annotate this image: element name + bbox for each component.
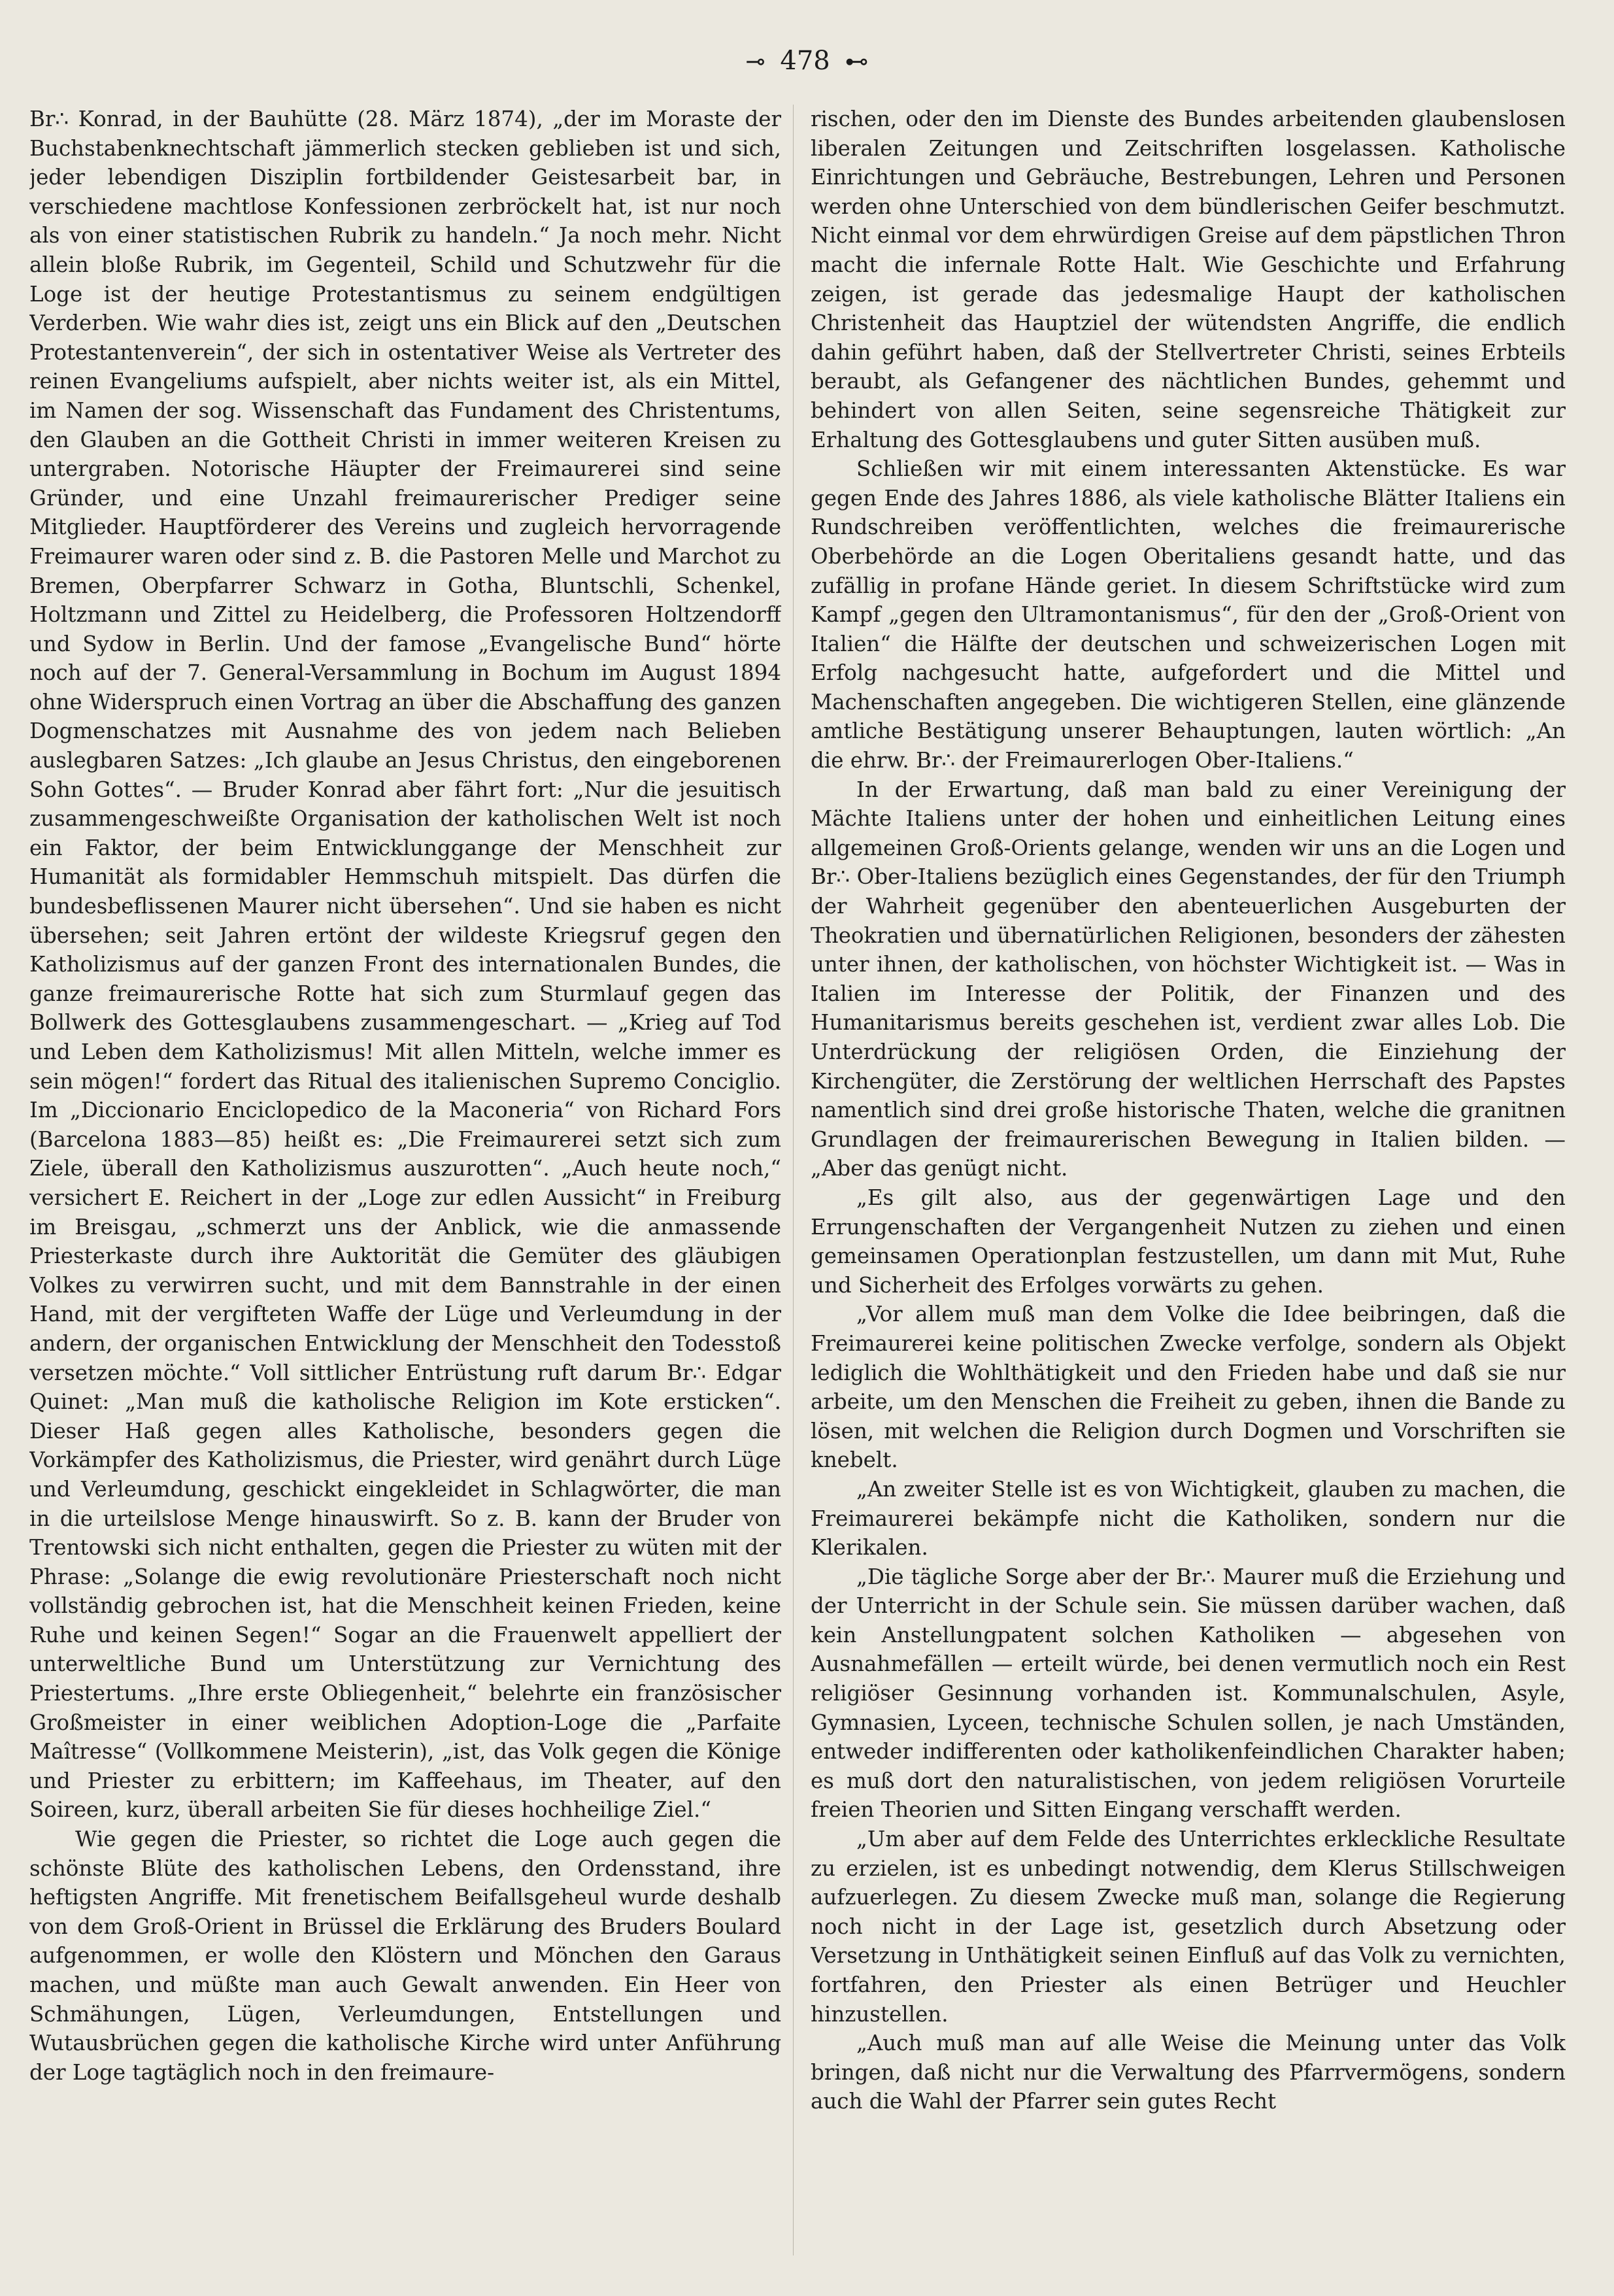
paragraph: „An zweiter Stelle ist es von Wichtigkeit, glauben zu machen, die Freimaurerei bekämpfe nicht die Katholiken, sondern nur die Klerikalen.	[811, 1476, 1566, 1561]
right-column	[811, 105, 1566, 2262]
left-column	[29, 105, 781, 2262]
paragraph: „Auch muß man auf alle Weise die Meinung unter das Volk bringen, daß nicht nur die Verwaltung des Pfarrvermögens, sondern auch die Wahl der Pfarrer sein gutes Recht	[811, 2031, 1566, 2114]
paragraph: „Vor allem muß man dem Volke die Idee beibringen, daß die Freimaurerei keine politischen Zwecke verfolge, sondern als Objekt lediglich die Wohlthätigkeit und den Frieden habe und daß sie nur arbeite, um den Menschen die Freiheit zu geben, ihnen die Bande zu lösen, mit welchen die Religion durch Dogmen und Vorschriften sie knebelt.	[811, 1302, 1566, 1473]
ornament-left-icon: ⊸	[745, 48, 765, 75]
ornament-right-icon: ⊷	[845, 48, 869, 75]
paragraph: Schließen wir mit einem interessanten Aktenstücke. Es war gegen Ende des Jahres 1886, als viele katholische Blätter Italiens ein Rundschreiben veröffentlichten, welches die freimaurerische Oberbehörde an die Logen Oberitaliens gesandt hatte, und das zufällig in profane Hände geriet. In diesem Schriftstücke wird zum Kampf „gegen den Ultramontanismus“, für den der „Groß-Orient von Italien“ die Hälfte der deutschen und schweizerischen Logen mit Erfolg nachgesucht hatte, aufgefordert und die Mittel und Machenschaften angegeben. Die wichtigeren Stellen, eine glänzende amtliche Bestätigung unserer Behauptungen, lauten wörtlich: „An die ehrw. Br∴ der Freimaurerlogen Ober-Italiens.“	[811, 456, 1566, 773]
paragraph: „Die tägliche Sorge aber der Br∴ Maurer muß die Erziehung und der Unterricht in der Schule sein. Sie müssen darüber wachen, daß kein Anstellungpatent solchen Katholiken — abgesehen von Ausnahmefällen — erteilt würde, bei denen vermutlich noch ein Rest religiöser Gesinnung vorhanden ist. Kommunalschulen, Asyle, Gymnasien, Lyceen, technische Schulen sollen, je nach Umständen, entweder indifferenten oder katholikenfeindlichen Charakter haben; es muß dort den naturalistischen, von jedem religiösen Vorurteile freien Theorien und Sitten Eingang verschafft werden.	[811, 1564, 1566, 1823]
paragraph: „Es gilt also, aus der gegenwärtigen Lage und den Errungenschaften der Vergangenheit Nutzen zu ziehen und einen gemeinsamen Operationplan festzustellen, um dann mit Mut, Ruhe und Sicherheit des Erfolges vorwärts zu gehen.	[811, 1185, 1566, 1298]
paragraph: In der Erwartung, daß man bald zu einer Vereinigung der Mächte Italiens unter der hohen und einheitlichen Leitung eines allgemeinen Groß-Orients gelange, wenden wir uns an die Logen und Br∴ Ober-Italiens bezüglich eines Gegenstandes, der für den Triumph der Wahrheit gegenüber den abenteuerlichen Ausgeburten der Theokratien und übernatürlichen Religionen, besonders der zähesten unter ihnen, der katholischen, von höchster Wichtigkeit ist. — Was in Italien im Interesse der Politik, der Finanzen und des Humanitarismus bereits geschehen ist, verdient zwar alles Lob. Die Unterdrückung der religiösen Orden, die Einziehung der Kirchengüter, die Zerstörung der weltlichen Herrschaft des Papstes namentlich sind drei große historische Thaten, welche die granitnen Grundlagen der freimaurerischen Bewegung in Italien bilden. — „Aber das genügt nicht.	[811, 777, 1566, 1181]
paragraph: „Um aber auf dem Felde des Unterrichtes erkleckliche Resultate zu erzielen, ist es unbedingt notwendig, dem Klerus Stillschweigen aufzuerlegen. Zu diesem Zwecke muß man, solange die Regierung noch nicht in der Lage ist, gesetzlich durch Absetzung oder Versetzung in Unthätigkeit seinen Einfluß auf das Volk zu vernichten, fortfahren, den Priester als einen Betrüger und Heuchler hinzustellen.	[811, 1827, 1566, 2027]
paragraph: rischen, oder den im Dienste des Bundes arbeitenden glaubenslosen liberalen Zeitungen und Zeitschriften losgelassen. Katholische Einrichtungen und Gebräuche, Bestrebungen, Lehren und Personen werden ohne Unterschied von dem bündlerischen Geifer beschmutzt. Nicht einmal vor dem ehrwürdigen Greise auf dem päpstlichen Thron macht die infernale Rotte Halt. Wie Geschichte und Erfahrung zeigen, ist gerade das jedesmalige Haupt der katholischen Christenheit das Hauptziel der wütendsten Angriffe, die endlich dahin geführt haben, daß der Stellvertreter Christi, seines Erbteils beraubt, als Gefangener des nächtlichen Bundes, gehemmt und behindert von allen Seiten, seine segensreiche Thätigkeit zur Erhaltung des Gottesglaubens und guter Sitten ausüben muß.	[811, 107, 1566, 452]
paragraph: Br∴ Konrad, in der Bauhütte (28. März 1874), „der im Moraste der Buchstabenknechtschaft jämmerlich stecken geblieben ist und sich, jeder lebendigen Disziplin fortbildender Geistesarbeit bar, in verschiedene machtlose Konfessionen zerbröckelt hat, ist nur noch als von einer statistischen Rubrik zu handeln.“ Ja noch mehr. Nicht allein bloße Rubrik, im Gegenteil, Schild und Schutzwehr für die Loge ist der heutige Protestantismus zu seinem endgültigen Verderben. Wie wahr dies ist, zeigt uns ein Blick auf den „Deutschen Protestantenverein“, der sich in ostentativer Weise als Vertreter des reinen Evangeliums aufspielt, aber nichts weiter ist, als ein Mittel, im Namen der sog. Wissenschaft das Fundament des Christentums, den Glauben an die Gottheit Christi in immer weiteren Kreisen zu untergraben. Notorische Häupter der Freimaurerei sind seine Gründer, und eine Unzahl freimaurerischer Prediger seine Mitglieder. Hauptförderer des Vereins und zugleich hervorragende Freimaurer waren oder sind z. B. die Pastoren Melle und Marchot zu Bremen, Oberpfarrer Schwarz in Gotha, Bluntschli, Schenkel, Holtzmann und Zittel zu Heidelberg, die Professoren Holtzendorff und Sydow in Berlin. Und der famose „Evangelische Bund“ hörte noch auf der 7. General-Versammlung in Bochum im August 1894 ohne Widerspruch einen Vortrag an über die Abschaffung des ganzen Dogmenschatzes mit Ausnahme des von jedem nach Belieben auslegbaren Satzes: „Ich glaube an Jesus Christus, den eingeborenen Sohn Gottes“. — Bruder Konrad aber fährt fort: „Nur die jesuitisch zusammengeschweißte Organisation der katholischen Welt ist noch ein Faktor, der beim Entwicklunggange der Menschheit zur Humanität als formidabler Hemmschuh mitspielt. Das dürfen die bundesbeflissenen Maurer nicht übersehen“. Und sie haben es nicht übersehen; seit Jahren ertönt der wildeste Kriegsruf gegen den Katholizismus auf der ganzen Front des internationalen Bundes, die ganze freimaurerische Rotte hat sich zum Sturmlauf gegen das Bollwerk des Gottesglaubens zusammengeschart. — „Krieg auf Tod und Leben dem Katholizismus! Mit allen Mitteln, welche immer es sein mögen!“ fordert das Ritual des italienischen Supremo Conciglio. Im „Diccionario Enciclopedico de la Maconeria“ von Richard Fors (Barcelona 1883—85) heißt es: „Die Freimaurerei setzt sich zum Ziele, überall den Katholizismus auszurotten“. „Auch heute noch,“ versichert E. Reichert in der „Loge zur edlen Aussicht“ in Freiburg im Breisgau, „schmerzt uns der Anblick, wie die anmassende Priesterkaste durch ihre Auktorität die Gemüter des gläubigen Volkes zu verwirren sucht, und mit dem Bannstrahle in der einen Hand, mit der vergifteten Waffe der Lüge und Verleumdung in der andern, der organischen Entwicklung der Menschheit den Todesstoß versetzen möchte.“ Voll sittlicher Entrüstung ruft darum Br∴ Edgar Quinet: „Man muß die katholische Religion im Kote ersticken“. Dieser Haß gegen alles Katholische, besonders gegen die Vorkämpfer des Katholizismus, die Priester, wird genährt durch Lüge und Verleumdung, geschickt eingekleidet in Schlagwörter, die man in die urteilslose Menge hinauswirft. So z. B. kann der Bruder von Trentowski sich nicht enthalten, gegen die Priester zu wüten mit der Phrase: „Solange die ewig revolutionäre Priesterschaft noch nicht vollständig gebrochen ist, hat die Menschheit keinen Frieden, keine Ruhe und keinen Segen!“ Sogar an die Frauenwelt appelliert der unterweltliche Bund um Unterstützung zur Vernichtung des Priestertums. „Ihre erste Obliegenheit,“ belehrte ein französischer Großmeister in einer weiblichen Adoption-Loge die „Parfaite Maîtresse“ (Vollkommene Meisterin), „ist, das Volk gegen die Könige und Priester zu erbittern; im Kaffeehaus, im Theater, auf den Soireen, kurz, überall arbeiten Sie für dieses hochheilige Ziel.“	[29, 107, 781, 1823]
paragraph: Wie gegen die Priester, so richtet die Loge auch gegen die schönste Blüte des katholischen Lebens, den Ordensstand, ihre heftigsten Angriffe. Mit frenetischem Beifallsgeheul wurde deshalb von dem Groß-Orient in Brüssel die Erklärung des Bruders Boulard aufgenommen, er wolle den Klöstern und Mönchen den Garaus machen, und müßte man auch Gewalt anwenden. Ein Heer von Schmähungen, Lügen, Verleumdungen, Entstellungen und Wutausbrüchen gegen die katholische Kirche wird unter Anführung der Loge tagtäglich noch in den freimaure-	[29, 1827, 781, 2085]
page-number: 478	[780, 46, 830, 76]
column-divider	[793, 105, 794, 2255]
page-header	[0, 46, 1614, 76]
